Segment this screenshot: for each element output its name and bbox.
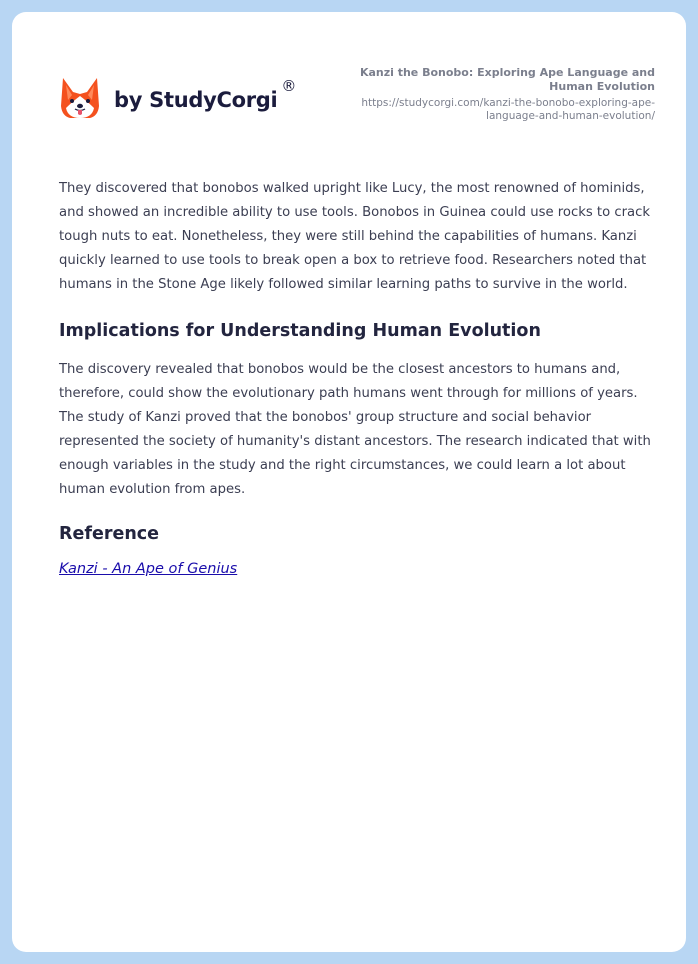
registered-mark: ® bbox=[281, 77, 297, 95]
document-url: https://studycorgi.com/kanzi-the-bonobo-exploring-ape-language-and-human-evolution/ bbox=[361, 97, 655, 122]
document-title: Kanzi the Bonobo: Exploring Ape Language and Human Evolution bbox=[359, 66, 655, 93]
document-body bbox=[59, 177, 659, 580]
reference-link[interactable]: Kanzi - An Ape of Genius bbox=[59, 561, 238, 577]
brand-name: by StudyCorgi bbox=[114, 88, 278, 112]
document-page bbox=[12, 12, 686, 952]
reference-heading: Reference bbox=[59, 524, 160, 544]
body-paragraph: The discovery revealed that bonobos would be the closest ancestors to humans and, therefore, could show the evolutionary path humans went through for millions of years. The study of Kanzi proved that the bonobos' group structure and social behavior represented the society of humanity's distant ancestors. The research indicated that with enough variables in the study and the right circumstances, we could learn a lot about human evolution from apes. bbox=[59, 362, 651, 497]
corgi-face-icon bbox=[60, 76, 100, 120]
body-paragraph: They discovered that bonobos walked upright like Lucy, the most renowned of hominids, and showed an incredible ability to use tools. Bonobos in Guinea could use rocks to crack tough nuts to eat. Nonetheless, they were still behind the capabilities of humans. Kanzi quickly learned to use tools to break open a box to retrieve food. Researchers noted that humans in the Stone Age likely followed similar learning paths to survive in the world. bbox=[59, 181, 650, 292]
studycorgi-logo[interactable] bbox=[60, 76, 296, 120]
document-meta bbox=[315, 66, 655, 123]
section-heading: Implications for Understanding Human Evolution bbox=[59, 321, 541, 341]
